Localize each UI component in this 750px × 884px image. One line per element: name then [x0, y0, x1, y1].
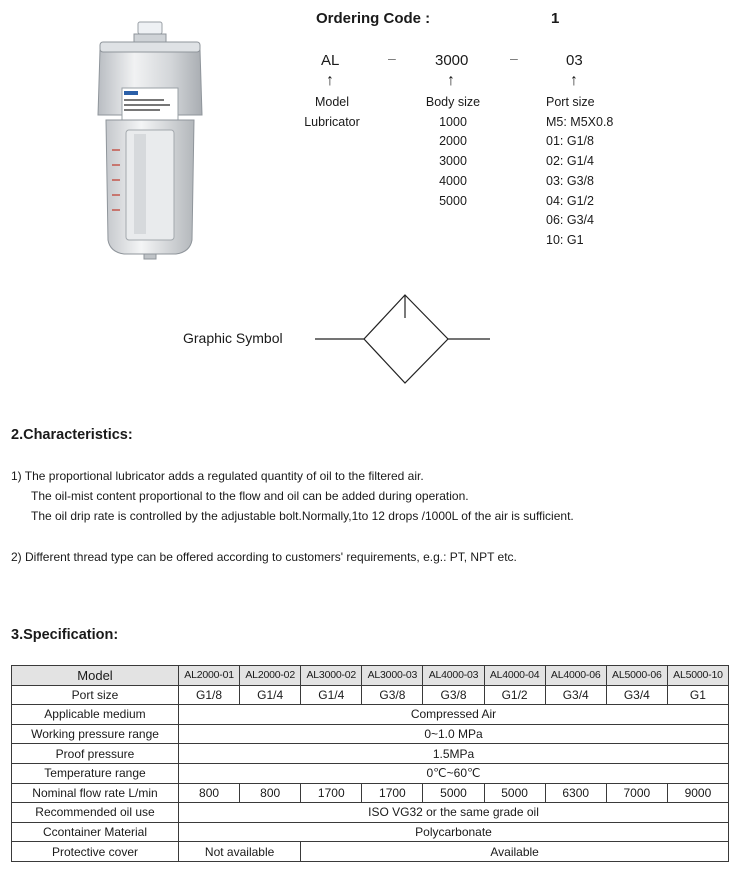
- characteristics-paragraph-2: 2) Different thread type can be offered according to customers' requirements, e.g.: PT, NPT etc.: [11, 550, 517, 564]
- table-cell: Working pressure range: [12, 724, 179, 744]
- table-cell: 0℃~60℃: [179, 763, 729, 783]
- table-cell: 1700: [301, 783, 362, 803]
- list-item: 2000: [439, 134, 467, 149]
- table-cell: Model: [12, 666, 179, 686]
- list-item: 3000: [439, 154, 467, 169]
- table-cell: AL4000-04: [484, 666, 545, 686]
- table-cell: AL2000-01: [179, 666, 240, 686]
- up-arrow-icon: ↑: [326, 72, 334, 89]
- table-row: [12, 744, 729, 764]
- code-model: AL: [321, 52, 340, 69]
- table-cell: AL2000-02: [240, 666, 301, 686]
- port-size-column: [546, 93, 613, 251]
- up-arrow-icon: ↑: [447, 72, 455, 89]
- table-cell: 6300: [545, 783, 606, 803]
- list-item: 1000: [439, 114, 467, 129]
- list-item: Lubricator: [304, 114, 360, 129]
- specification-table: [11, 665, 729, 862]
- specification-heading: 3.Specification:: [11, 627, 119, 643]
- table-cell: Protective cover: [12, 842, 179, 862]
- table-cell: Not available: [179, 842, 301, 862]
- table-cell: 1.5MPa: [179, 744, 729, 764]
- code-dash: –: [510, 50, 518, 66]
- table-cell: ISO VG32 or the same grade oil: [179, 803, 729, 823]
- ordering-code-title: Ordering Code :: [316, 10, 431, 27]
- model-column: [298, 93, 366, 132]
- table-cell: Compressed Air: [179, 705, 729, 725]
- table-cell: 800: [179, 783, 240, 803]
- table-row: [12, 783, 729, 803]
- table-cell: AL5000-10: [667, 666, 728, 686]
- body-size-column: [418, 93, 488, 211]
- list-item: 02: G1/4: [546, 154, 594, 169]
- table-cell: 5000: [423, 783, 484, 803]
- table-cell: 5000: [484, 783, 545, 803]
- table-cell: G1/8: [179, 685, 240, 705]
- table-cell: G3/8: [423, 685, 484, 705]
- list-item: 03: G3/8: [546, 173, 594, 188]
- table-row: [12, 666, 729, 686]
- characteristics-heading: 2.Characteristics:: [11, 427, 133, 443]
- list-item: 10: G1: [546, 232, 584, 247]
- up-arrow-icon: ↑: [570, 72, 578, 89]
- table-cell: Applicable medium: [12, 705, 179, 725]
- table-row: [12, 803, 729, 823]
- table-cell: Temperature range: [12, 763, 179, 783]
- table-row: [12, 705, 729, 725]
- list-item: M5: M5X0.8: [546, 114, 614, 129]
- table-cell: Recommended oil use: [12, 803, 179, 823]
- list-item: 06: G3/4: [546, 213, 594, 228]
- code-dash: –: [388, 50, 396, 66]
- code-port-size: 03: [566, 52, 583, 69]
- table-row: [12, 685, 729, 705]
- table-row: [12, 842, 729, 862]
- list-item: 04: G1/2: [546, 193, 594, 208]
- column-header: Body size: [425, 95, 481, 109]
- table-cell: AL3000-03: [362, 666, 423, 686]
- table-cell: G1: [667, 685, 728, 705]
- table-row: [12, 763, 729, 783]
- table-cell: AL4000-06: [545, 666, 606, 686]
- list-item: 4000: [439, 173, 467, 188]
- table-cell: 800: [240, 783, 301, 803]
- table-cell: 7000: [606, 783, 667, 803]
- table-row: [12, 822, 729, 842]
- column-header: Model: [314, 95, 350, 109]
- table-cell: G1/4: [240, 685, 301, 705]
- table-row: [12, 724, 729, 744]
- table-cell: AL3000-02: [301, 666, 362, 686]
- text-line: The oil drip rate is controlled by the adjustable bolt.Normally,1to 12 drops /1000L of the air is sufficient.: [31, 509, 574, 523]
- text-line: The oil-mist content proportional to the flow and oil can be added during operation.: [31, 489, 469, 503]
- table-cell: Polycarbonate: [179, 822, 729, 842]
- table-cell: G1/4: [301, 685, 362, 705]
- graphic-symbol-label: Graphic Symbol: [183, 330, 283, 346]
- table-cell: 0~1.0 MPa: [179, 724, 729, 744]
- characteristics-paragraph-1: [11, 466, 574, 526]
- table-cell: Proof pressure: [12, 744, 179, 764]
- table-cell: Ccontainer Material: [12, 822, 179, 842]
- table-cell: Nominal flow rate L/min: [12, 783, 179, 803]
- lubricator-graphic-symbol: [312, 290, 492, 390]
- table-cell: 1700: [362, 783, 423, 803]
- lubricator-product-image: [90, 20, 210, 260]
- table-cell: G3/8: [362, 685, 423, 705]
- table-cell: G1/2: [484, 685, 545, 705]
- table-cell: AL5000-06: [606, 666, 667, 686]
- ordering-code-number: 1: [551, 10, 560, 27]
- table-cell: G3/4: [606, 685, 667, 705]
- table-cell: 9000: [667, 783, 728, 803]
- text-line: 1) The proportional lubricator adds a regulated quantity of oil to the filtered air.: [11, 469, 424, 483]
- table-cell: G3/4: [545, 685, 606, 705]
- list-item: 5000: [439, 193, 467, 208]
- table-cell: Port size: [12, 685, 179, 705]
- code-body-size: 3000: [435, 52, 469, 69]
- table-cell: AL4000-03: [423, 666, 484, 686]
- list-item: 01: G1/8: [546, 134, 594, 149]
- table-cell: Available: [301, 842, 729, 862]
- column-header: Port size: [546, 95, 595, 109]
